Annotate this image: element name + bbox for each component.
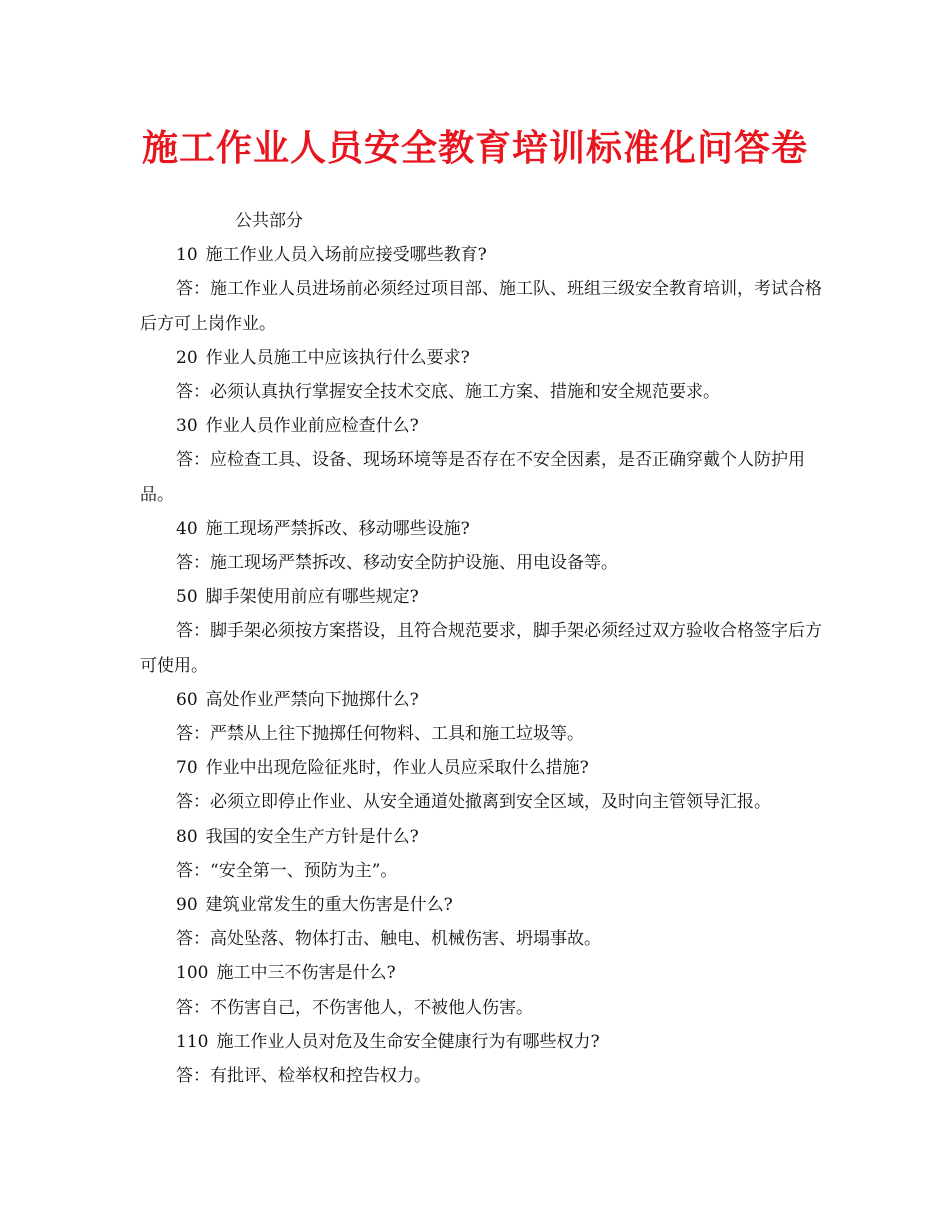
answer: 答：“安全第一、预防为主”。: [176, 860, 398, 881]
qa-item-7: [140, 820, 830, 888]
question: [140, 409, 830, 443]
document-body: [140, 204, 830, 1093]
qa-item-5: [140, 683, 830, 751]
qa-item-4: [140, 580, 830, 683]
answer: 答：严禁从上往下抛掷任何物料、工具和施工垃圾等。: [176, 724, 584, 745]
question-number: 70: [176, 758, 198, 779]
question-number: 80: [176, 826, 198, 847]
question-text: 建筑业常发生的重大伤害是什么?: [205, 895, 453, 916]
question: [140, 820, 830, 854]
question: [140, 238, 830, 272]
qa-item-1: [140, 341, 830, 409]
question-text: 作业中出现危险征兆时，作业人员应采取什么措施?: [205, 758, 589, 779]
answer: 答：有批评、检举权和控告权力。: [176, 1066, 431, 1087]
qa-item-6: [140, 751, 830, 819]
answer: 答：应检查工具、设备、现场环境等是否存在不安全因素，是否正确穿戴个人防护用品。: [140, 450, 805, 505]
question-text: 施工中三不伤害是什么?: [216, 963, 396, 984]
question-number: 60: [176, 689, 198, 710]
question-text: 施工现场严禁拆改、移动哪些设施?: [205, 518, 470, 539]
question-text: 脚手架使用前应有哪些规定?: [205, 587, 419, 608]
question-text: 高处作业严禁向下抛掷什么?: [205, 689, 419, 710]
qa-item-8: [140, 888, 830, 956]
question: [140, 956, 830, 990]
answer: 答：高处坠落、物体打击、触电、机械伤害、坍塌事故。: [176, 929, 601, 950]
section-label: 公共部分: [235, 211, 303, 231]
question: [140, 888, 830, 922]
qa-item-9: [140, 956, 830, 1024]
question-number: 20: [176, 347, 198, 368]
answer: 答：施工现场严禁拆改、移动安全防护设施、用电设备等。: [176, 553, 618, 574]
question-number: 40: [176, 518, 198, 539]
question-number: 110: [176, 1031, 209, 1052]
qa-item-0: [140, 238, 830, 341]
qa-item-2: [140, 409, 830, 512]
question: [140, 683, 830, 717]
qa-item-10: [140, 1025, 830, 1093]
question-number: 10: [176, 245, 198, 266]
question: [140, 512, 830, 546]
document-title: 施工作业人员安全教育培训标准化问答卷: [141, 127, 808, 169]
question: [140, 1025, 830, 1059]
answer: 答：必须认真执行掌握安全技术交底、施工方案、措施和安全规范要求。: [176, 382, 720, 403]
question: [140, 751, 830, 785]
qa-item-3: [140, 512, 830, 580]
question-text: 作业人员施工中应该执行什么要求?: [205, 347, 470, 368]
question: [140, 580, 830, 614]
question-number: 100: [176, 963, 209, 984]
answer: 答：必须立即停止作业、从安全通道处撤离到安全区域，及时向主管领导汇报。: [176, 792, 771, 813]
question-number: 90: [176, 895, 198, 916]
question-number: 50: [176, 587, 198, 608]
question-number: 30: [176, 416, 198, 437]
question-text: 我国的安全生产方针是什么?: [205, 826, 419, 847]
answer: 答：施工作业人员进场前必须经过项目部、施工队、班组三级安全教育培训，考试合格后方可上岗作业。: [140, 279, 822, 334]
answer: 答：不伤害自己，不伤害他人，不被他人伤害。: [176, 997, 533, 1018]
question-text: 施工作业人员对危及生命安全健康行为有哪些权力?: [216, 1031, 600, 1052]
answer: 答：脚手架必须按方案搭设，且符合规范要求，脚手架必须经过双方验收合格签字后方可使用。: [140, 621, 822, 676]
question: [140, 341, 830, 375]
question-text: 作业人员作业前应检查什么?: [205, 416, 419, 437]
question-text: 施工作业人员入场前应接受哪些教育?: [205, 245, 487, 266]
